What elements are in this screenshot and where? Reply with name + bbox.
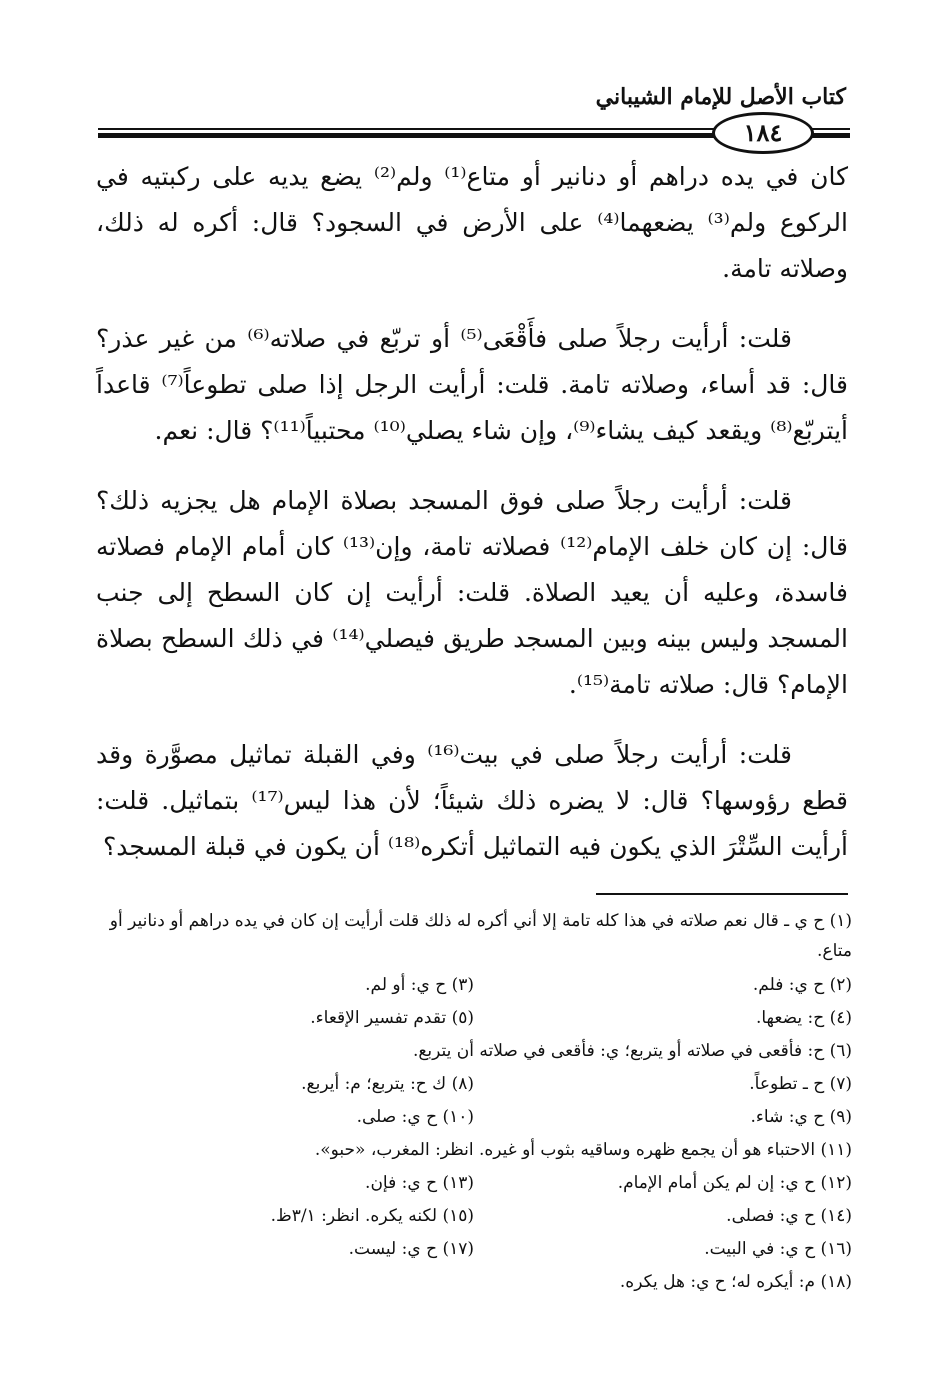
footnote-9: (٩) ح ي: شاء. — [750, 1107, 852, 1127]
footnote-12: (١٢) ح ي: إن لم يكن أمام الإمام. — [617, 1173, 852, 1193]
footnote-5: (٥) تقدم تفسير الإقعاء. — [310, 1008, 474, 1028]
footnotes — [96, 906, 852, 1299]
footnote-18: (١٨) م: أيكره له؛ ح ي: هل يكره. — [619, 1272, 852, 1292]
running-title: كتاب الأصل للإمام الشيباني — [595, 84, 846, 110]
footnote-6: (٦) ح: فأقعى في صلاته أو يتربع؛ ي: فأقعى في صلاته أن يتربع. — [412, 1041, 852, 1061]
footnote-1: (١) ح ي ـ قال نعم صلاته في هذا كله تامة إلا أني أكره له ذلك قلت أرأيت إن كان في يده دراهم أو دنانير أو متاع. — [109, 911, 852, 961]
paragraph-1: كان في يده دراهم أو دنانير أو متاع⁽¹⁾ ولم⁽²⁾ يضع يديه على ركبتيه في الركوع ولم⁽³⁾ يضعهما⁽⁴⁾ على الأرض في السجود؟ قال: أكره له ذلك، وصلاته تامة. — [96, 162, 848, 283]
footnote-row — [96, 1233, 852, 1266]
footnote-14: (١٤) ح ي: فصلى. — [726, 1206, 852, 1226]
footnote-row — [96, 969, 852, 1002]
paragraph-3: قلت: أرأيت رجلاً صلى فوق المسجد بصلاة الإمام هل يجزيه ذلك؟ قال: إن كان خلف الإمام⁽¹²⁾ فصلاته تامة، وإن⁽¹³⁾ كان أمام الإمام فصلاته فاسدة، وعليه أن يعيد الصلاة. قلت: أرأيت إن كان السطح إلى جنب المسجد وليس بينه وبين المسجد طريق فيصلي⁽¹⁴⁾ في ذلك السطح بصلاة الإمام؟ قال: صلاته تامة⁽¹⁵⁾. — [96, 486, 848, 699]
footnote-row — [96, 1200, 852, 1233]
main-text — [96, 154, 848, 894]
footnote-15: (١٥) لكنه يكره. انظر: ٣/١ظ. — [270, 1206, 474, 1226]
footnote-3: (٣) ح ي: أو لم. — [365, 975, 474, 995]
paragraph-4: قلت: أرأيت رجلاً صلى في بيت⁽¹⁶⁾ وفي القبلة تماثيل مصوَّرة وقد قطع رؤوسها؟ قال: لا يضره ذلك شيئاً؛ لأن هذا ليس⁽¹⁷⁾ بتماثيل. قلت: أرأيت السِّتْرَ الذي يكون فيه التماثيل أتكره⁽¹⁸⁾ أن يكون في قبلة المسجد؟ — [96, 740, 849, 861]
footnote-row — [96, 1068, 852, 1101]
footnote-2: (٢) ح ي: فلم. — [752, 975, 852, 995]
footnote-row — [96, 1167, 852, 1200]
footnote-separator — [596, 893, 848, 895]
footnote-11: (١١) الاحتباء هو أن يجمع ظهره وساقيه بثوب أو غيره. انظر: المغرب، «حبو». — [314, 1140, 852, 1160]
footnote-4: (٤) ح: يضعها. — [755, 1008, 852, 1028]
page-number: ١٨٤ — [712, 112, 814, 154]
paragraph-2: قلت: أرأيت رجلاً صلى فأَقْعَى⁽⁵⁾ أو تربّع في صلاته⁽⁶⁾ من غير عذر؟ قال: قد أساء، وصلاته تامة. قلت: أرأيت الرجل إذا صلى تطوعاً⁽⁷⁾ قاعداً أيتربّع⁽⁸⁾ ويقعد كيف يشاء⁽⁹⁾، وإن شاء يصلي⁽¹⁰⁾ محتبياً⁽¹¹⁾؟ قال: نعم. — [96, 324, 849, 445]
footnote-16: (١٦) ح ي: في البيت. — [704, 1239, 852, 1259]
footnote-7: (٧) ح ـ تطوعاً. — [749, 1074, 852, 1094]
footnote-row — [96, 1002, 852, 1035]
footnote-10: (١٠) ح ي: صلى. — [356, 1107, 474, 1127]
footnote-row — [96, 1101, 852, 1134]
footnote-8: (٨) ك ح: يتربع؛ م: أيربع. — [301, 1074, 474, 1094]
footnote-13: (١٣) ح ي: فإن. — [365, 1173, 474, 1193]
footnote-17: (١٧) ح ي: ليست. — [348, 1239, 474, 1259]
